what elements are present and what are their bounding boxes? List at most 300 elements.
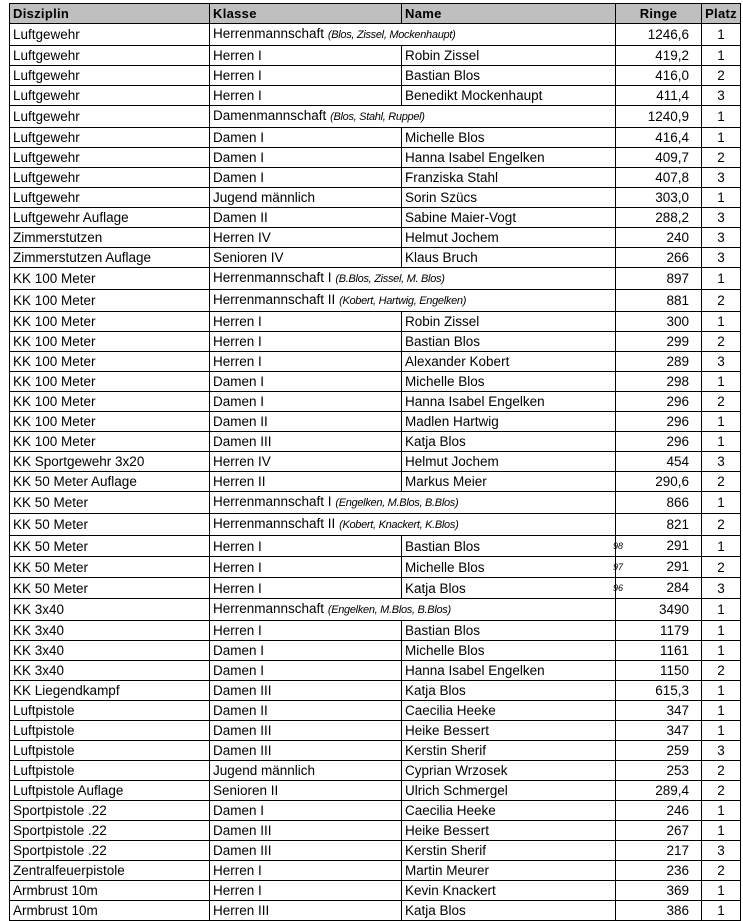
cell-disziplin: Luftgewehr bbox=[10, 148, 210, 168]
ringe-value: 454 bbox=[666, 454, 689, 469]
cell-ringe bbox=[616, 841, 702, 861]
ringe-value: 303,0 bbox=[655, 190, 689, 205]
klasse-text: Herrenmannschaft II bbox=[213, 292, 336, 307]
cell-klasse: Damen I bbox=[210, 168, 402, 188]
cell-platz: 2 bbox=[702, 514, 741, 536]
cell-name: Katja Blos bbox=[402, 681, 616, 701]
cell-platz: 3 bbox=[702, 578, 741, 599]
table-row bbox=[10, 106, 741, 128]
cell-klasse: Damen III bbox=[210, 741, 402, 761]
team-members: (Kobert, Knackert, K.Blos) bbox=[339, 519, 459, 531]
cell-disziplin: Sportpistole .22 bbox=[10, 801, 210, 821]
cell-ringe bbox=[616, 66, 702, 86]
cell-name: Ulrich Schmergel bbox=[402, 781, 616, 801]
cell-platz: 2 bbox=[702, 392, 741, 412]
cell-disziplin: Luftgewehr bbox=[10, 128, 210, 148]
tiebreak-note: 97 bbox=[613, 562, 624, 572]
cell-platz: 1 bbox=[702, 536, 741, 557]
cell-platz: 2 bbox=[702, 148, 741, 168]
ringe-value: 897 bbox=[666, 271, 689, 286]
cell-klasse: Herren I bbox=[210, 352, 402, 372]
cell-klasse: Herren I bbox=[210, 861, 402, 881]
cell-name: Heike Bessert bbox=[402, 721, 616, 741]
ringe-value: 1246,6 bbox=[647, 27, 689, 42]
cell-disziplin: KK 50 Meter bbox=[10, 492, 210, 514]
ringe-value: 1150 bbox=[659, 663, 689, 678]
cell-name: Franziska Stahl bbox=[402, 168, 616, 188]
cell-platz: 1 bbox=[702, 372, 741, 392]
cell-disziplin: Luftgewehr bbox=[10, 24, 210, 46]
cell-name: Bastian Blos bbox=[402, 66, 616, 86]
ringe-value: 259 bbox=[666, 743, 689, 758]
cell-disziplin: Luftgewehr bbox=[10, 86, 210, 106]
table-row bbox=[10, 661, 741, 681]
cell-name: Helmut Jochem bbox=[402, 452, 616, 472]
ringe-value: 409,7 bbox=[655, 150, 689, 165]
cell-platz: 3 bbox=[702, 452, 741, 472]
cell-klasse-team bbox=[210, 599, 616, 621]
cell-disziplin: Luftgewehr bbox=[10, 46, 210, 66]
cell-platz: 1 bbox=[702, 801, 741, 821]
table-row bbox=[10, 599, 741, 621]
cell-platz: 3 bbox=[702, 352, 741, 372]
cell-name: Sorin Szücs bbox=[402, 188, 616, 208]
cell-disziplin: KK 50 Meter Auflage bbox=[10, 472, 210, 492]
cell-ringe bbox=[616, 24, 702, 46]
cell-disziplin: KK 50 Meter bbox=[10, 514, 210, 536]
cell-disziplin: KK 50 Meter bbox=[10, 578, 210, 599]
cell-platz: 3 bbox=[702, 741, 741, 761]
ringe-value: 253 bbox=[666, 763, 689, 778]
cell-name: Michelle Blos bbox=[402, 372, 616, 392]
cell-platz: 1 bbox=[702, 24, 741, 46]
cell-platz: 1 bbox=[702, 128, 741, 148]
table-row bbox=[10, 901, 741, 921]
cell-klasse: Damen I bbox=[210, 661, 402, 681]
ringe-value: 289 bbox=[666, 354, 689, 369]
cell-klasse: Herren II bbox=[210, 472, 402, 492]
cell-ringe bbox=[613, 578, 702, 599]
cell-platz: 1 bbox=[702, 268, 741, 290]
cell-platz: 2 bbox=[702, 290, 741, 312]
cell-ringe bbox=[616, 188, 702, 208]
header-platz: Platz bbox=[702, 4, 741, 24]
cell-disziplin: Sportpistole .22 bbox=[10, 841, 210, 861]
cell-platz: 2 bbox=[702, 781, 741, 801]
cell-ringe bbox=[616, 268, 702, 290]
tiebreak-note: 96 bbox=[613, 583, 624, 593]
cell-platz: 3 bbox=[702, 248, 741, 268]
cell-disziplin: KK 100 Meter bbox=[10, 412, 210, 432]
cell-name: Michelle Blos bbox=[402, 641, 616, 661]
cell-klasse: Damen I bbox=[210, 148, 402, 168]
table-row bbox=[10, 701, 741, 721]
cell-ringe bbox=[616, 681, 702, 701]
klasse-text: Herrenmannschaft I bbox=[213, 270, 332, 285]
table-row bbox=[10, 372, 741, 392]
ringe-value: 300 bbox=[666, 314, 689, 329]
ringe-value: 411,4 bbox=[656, 88, 689, 103]
ringe-value: 298 bbox=[666, 374, 689, 389]
cell-ringe bbox=[616, 781, 702, 801]
table-row bbox=[10, 46, 741, 66]
table-row bbox=[10, 392, 741, 412]
cell-klasse: Herren I bbox=[210, 312, 402, 332]
klasse-text: Damenmannschaft bbox=[213, 108, 327, 123]
cell-disziplin: KK 3x40 bbox=[10, 599, 210, 621]
cell-klasse-team bbox=[210, 268, 616, 290]
cell-platz: 2 bbox=[702, 861, 741, 881]
table-row bbox=[10, 821, 741, 841]
cell-disziplin: Luftpistole bbox=[10, 701, 210, 721]
cell-platz: 1 bbox=[702, 106, 741, 128]
cell-platz: 1 bbox=[702, 641, 741, 661]
cell-name: Markus Meier bbox=[402, 472, 616, 492]
cell-klasse: Damen III bbox=[210, 841, 402, 861]
ringe-value: 291 bbox=[666, 559, 689, 574]
cell-name: Caecilia Heeke bbox=[402, 801, 616, 821]
table-row bbox=[10, 641, 741, 661]
cell-ringe bbox=[616, 392, 702, 412]
cell-name: Robin Zissel bbox=[402, 312, 616, 332]
cell-platz: 2 bbox=[702, 472, 741, 492]
cell-disziplin: Luftpistole Auflage bbox=[10, 781, 210, 801]
ringe-value: 296 bbox=[666, 414, 689, 429]
cell-disziplin: KK 3x40 bbox=[10, 641, 210, 661]
table-row bbox=[10, 332, 741, 352]
ringe-value: 386 bbox=[666, 903, 689, 918]
team-members: (Kobert, Hartwig, Engelken) bbox=[339, 295, 467, 307]
cell-klasse: Damen III bbox=[210, 821, 402, 841]
cell-ringe bbox=[616, 721, 702, 741]
table-row bbox=[10, 86, 741, 106]
cell-disziplin: Luftpistole bbox=[10, 721, 210, 741]
table-row bbox=[10, 578, 741, 599]
cell-name: Kevin Knackert bbox=[402, 881, 616, 901]
cell-platz: 1 bbox=[702, 188, 741, 208]
cell-disziplin: KK 100 Meter bbox=[10, 372, 210, 392]
header-disziplin: Disziplin bbox=[10, 4, 210, 24]
cell-name: Cyprian Wrzosek bbox=[402, 761, 616, 781]
results-table bbox=[9, 3, 741, 921]
cell-platz: 1 bbox=[702, 412, 741, 432]
cell-platz: 1 bbox=[702, 432, 741, 452]
cell-klasse-team bbox=[210, 290, 616, 312]
tiebreak-note: 98 bbox=[613, 541, 624, 551]
ringe-value: 866 bbox=[666, 495, 689, 510]
ringe-value: 3490 bbox=[658, 602, 689, 617]
cell-klasse: Damen I bbox=[210, 801, 402, 821]
table-row bbox=[10, 228, 741, 248]
cell-platz: 1 bbox=[702, 721, 741, 741]
cell-disziplin: KK 3x40 bbox=[10, 621, 210, 641]
cell-klasse: Herren I bbox=[210, 66, 402, 86]
ringe-value: 1179 bbox=[659, 623, 689, 638]
ringe-value: 407,8 bbox=[655, 170, 689, 185]
cell-klasse: Herren I bbox=[210, 86, 402, 106]
cell-name: Bastian Blos bbox=[402, 621, 616, 641]
ringe-value: 266 bbox=[666, 250, 689, 265]
table-row bbox=[10, 861, 741, 881]
ringe-value: 299 bbox=[666, 334, 689, 349]
table-row bbox=[10, 621, 741, 641]
cell-ringe bbox=[616, 641, 702, 661]
ringe-value: 821 bbox=[666, 517, 689, 532]
ringe-value: 419,2 bbox=[655, 48, 689, 63]
cell-disziplin: KK 100 Meter bbox=[10, 268, 210, 290]
cell-ringe bbox=[616, 412, 702, 432]
cell-klasse: Damen I bbox=[210, 392, 402, 412]
cell-ringe bbox=[613, 557, 702, 578]
ringe-value: 1240,9 bbox=[647, 109, 689, 124]
cell-ringe bbox=[616, 701, 702, 721]
table-row bbox=[10, 188, 741, 208]
cell-klasse: Damen III bbox=[210, 681, 402, 701]
cell-disziplin: KK 50 Meter bbox=[10, 536, 210, 557]
cell-klasse: Damen III bbox=[210, 721, 402, 741]
cell-klasse: Senioren II bbox=[210, 781, 402, 801]
cell-disziplin: KK 100 Meter bbox=[10, 352, 210, 372]
cell-name: Katja Blos bbox=[402, 432, 616, 452]
cell-platz: 3 bbox=[702, 228, 741, 248]
cell-ringe bbox=[616, 761, 702, 781]
table-row bbox=[10, 290, 741, 312]
cell-name: Helmut Jochem bbox=[402, 228, 616, 248]
cell-name: Sabine Maier-Vogt bbox=[402, 208, 616, 228]
cell-platz: 1 bbox=[702, 312, 741, 332]
cell-name: Michelle Blos bbox=[402, 128, 616, 148]
klasse-text: Herrenmannschaft bbox=[213, 26, 325, 41]
table-row bbox=[10, 741, 741, 761]
cell-ringe bbox=[616, 621, 702, 641]
cell-ringe bbox=[616, 801, 702, 821]
cell-disziplin: Sportpistole .22 bbox=[10, 821, 210, 841]
ringe-value: 290,6 bbox=[655, 474, 689, 489]
cell-klasse-team bbox=[210, 514, 616, 536]
cell-klasse: Herren I bbox=[210, 578, 402, 599]
cell-disziplin: Zentralfeuerpistole bbox=[10, 861, 210, 881]
ringe-value: 347 bbox=[666, 703, 689, 718]
cell-ringe bbox=[616, 901, 702, 921]
team-members: (Blos, Stahl, Ruppel) bbox=[330, 111, 425, 123]
cell-klasse: Herren I bbox=[210, 557, 402, 578]
cell-ringe bbox=[616, 208, 702, 228]
table-row bbox=[10, 472, 741, 492]
cell-klasse: Senioren IV bbox=[210, 248, 402, 268]
cell-disziplin: Armbrust 10m bbox=[10, 901, 210, 921]
cell-disziplin: KK 100 Meter bbox=[10, 332, 210, 352]
cell-disziplin: Luftpistole bbox=[10, 761, 210, 781]
table-row bbox=[10, 881, 741, 901]
cell-ringe bbox=[616, 599, 702, 621]
ringe-value: 347 bbox=[666, 723, 689, 738]
cell-klasse: Herren IV bbox=[210, 452, 402, 472]
ringe-value: 369 bbox=[666, 883, 689, 898]
table-row bbox=[10, 761, 741, 781]
team-members: (B.Blos, Zissel, M. Blos) bbox=[335, 273, 445, 285]
team-members: (Blos, Zissel, Mockenhaupt) bbox=[327, 29, 456, 41]
cell-platz: 2 bbox=[702, 661, 741, 681]
cell-klasse: Damen III bbox=[210, 432, 402, 452]
cell-disziplin: Luftgewehr bbox=[10, 168, 210, 188]
ringe-value: 217 bbox=[666, 843, 689, 858]
cell-ringe bbox=[616, 248, 702, 268]
table-row bbox=[10, 128, 741, 148]
table-row bbox=[10, 452, 741, 472]
cell-klasse: Herren I bbox=[210, 536, 402, 557]
cell-platz: 1 bbox=[702, 701, 741, 721]
table-row bbox=[10, 268, 741, 290]
header-klasse: Klasse bbox=[210, 4, 402, 24]
ringe-value: 284 bbox=[666, 580, 689, 595]
ringe-value: 267 bbox=[666, 823, 689, 838]
ringe-value: 296 bbox=[666, 394, 689, 409]
cell-platz: 1 bbox=[702, 901, 741, 921]
cell-klasse-team bbox=[210, 492, 616, 514]
cell-ringe bbox=[616, 881, 702, 901]
cell-name: Bastian Blos bbox=[402, 536, 616, 557]
cell-klasse: Herren I bbox=[210, 881, 402, 901]
cell-klasse: Herren I bbox=[210, 46, 402, 66]
cell-ringe bbox=[616, 661, 702, 681]
cell-ringe bbox=[616, 861, 702, 881]
cell-ringe bbox=[616, 228, 702, 248]
table-row bbox=[10, 248, 741, 268]
ringe-value: 615,3 bbox=[655, 683, 689, 698]
cell-disziplin: KK Sportgewehr 3x20 bbox=[10, 452, 210, 472]
cell-klasse: Damen II bbox=[210, 208, 402, 228]
cell-name: Alexander Kobert bbox=[402, 352, 616, 372]
table-row bbox=[10, 536, 741, 557]
table-row bbox=[10, 352, 741, 372]
cell-platz: 1 bbox=[702, 599, 741, 621]
cell-name: Kerstin Sherif bbox=[402, 841, 616, 861]
table-row bbox=[10, 681, 741, 701]
table-row bbox=[10, 781, 741, 801]
klasse-text: Herrenmannschaft bbox=[213, 601, 325, 616]
cell-platz: 2 bbox=[702, 761, 741, 781]
cell-platz: 1 bbox=[702, 881, 741, 901]
table-row bbox=[10, 557, 741, 578]
cell-ringe bbox=[616, 86, 702, 106]
cell-klasse: Damen II bbox=[210, 701, 402, 721]
cell-name: Klaus Bruch bbox=[402, 248, 616, 268]
table-row bbox=[10, 514, 741, 536]
cell-ringe bbox=[616, 432, 702, 452]
table-row bbox=[10, 148, 741, 168]
cell-ringe bbox=[616, 46, 702, 66]
ringe-value: 416,4 bbox=[655, 130, 689, 145]
table-row bbox=[10, 208, 741, 228]
cell-ringe bbox=[616, 372, 702, 392]
team-members: (Engelken, M.Blos, B.Blos) bbox=[335, 497, 459, 509]
cell-disziplin: Luftpistole bbox=[10, 741, 210, 761]
cell-klasse: Herren I bbox=[210, 621, 402, 641]
klasse-text: Herrenmannschaft II bbox=[213, 516, 336, 531]
cell-name: Caecilia Heeke bbox=[402, 701, 616, 721]
table-row bbox=[10, 412, 741, 432]
cell-platz: 3 bbox=[702, 841, 741, 861]
cell-platz: 3 bbox=[702, 208, 741, 228]
team-members: (Engelken, M.Blos, B.Blos) bbox=[327, 604, 451, 616]
cell-ringe bbox=[616, 290, 702, 312]
cell-ringe bbox=[616, 472, 702, 492]
cell-disziplin: KK 100 Meter bbox=[10, 290, 210, 312]
cell-ringe bbox=[616, 168, 702, 188]
cell-disziplin: KK 3x40 bbox=[10, 661, 210, 681]
ringe-value: 240 bbox=[666, 230, 689, 245]
cell-name: Katja Blos bbox=[402, 578, 616, 599]
cell-disziplin: Luftgewehr bbox=[10, 188, 210, 208]
cell-ringe bbox=[616, 741, 702, 761]
cell-platz: 1 bbox=[702, 492, 741, 514]
cell-klasse-team bbox=[210, 24, 616, 46]
cell-disziplin: KK Liegendkampf bbox=[10, 681, 210, 701]
header-ringe: Ringe bbox=[616, 4, 702, 24]
cell-klasse: Damen II bbox=[210, 412, 402, 432]
ringe-value: 236 bbox=[666, 863, 689, 878]
ringe-value: 246 bbox=[666, 803, 689, 818]
cell-name: Hanna Isabel Engelken bbox=[402, 148, 616, 168]
cell-disziplin: KK 50 Meter bbox=[10, 557, 210, 578]
cell-disziplin: KK 100 Meter bbox=[10, 432, 210, 452]
results-body bbox=[10, 24, 741, 921]
cell-platz: 1 bbox=[702, 681, 741, 701]
cell-name: Michelle Blos bbox=[402, 557, 616, 578]
cell-ringe bbox=[616, 452, 702, 472]
cell-disziplin: Zimmerstutzen bbox=[10, 228, 210, 248]
ringe-value: 416,0 bbox=[655, 68, 689, 83]
cell-klasse: Herren III bbox=[210, 901, 402, 921]
cell-klasse: Jugend männlich bbox=[210, 761, 402, 781]
cell-disziplin: KK 100 Meter bbox=[10, 312, 210, 332]
cell-ringe bbox=[616, 106, 702, 128]
table-row bbox=[10, 492, 741, 514]
ringe-value: 296 bbox=[666, 434, 689, 449]
cell-ringe bbox=[616, 821, 702, 841]
cell-platz: 2 bbox=[702, 557, 741, 578]
cell-name: Kerstin Sherif bbox=[402, 741, 616, 761]
cell-klasse: Herren I bbox=[210, 332, 402, 352]
cell-name: Hanna Isabel Engelken bbox=[402, 661, 616, 681]
cell-ringe bbox=[616, 352, 702, 372]
table-row bbox=[10, 432, 741, 452]
cell-klasse: Damen I bbox=[210, 641, 402, 661]
cell-name: Madlen Hartwig bbox=[402, 412, 616, 432]
cell-platz: 1 bbox=[702, 46, 741, 66]
cell-ringe bbox=[616, 128, 702, 148]
cell-klasse-team bbox=[210, 106, 616, 128]
cell-klasse: Jugend männlich bbox=[210, 188, 402, 208]
cell-klasse: Herren IV bbox=[210, 228, 402, 248]
cell-ringe bbox=[613, 536, 702, 557]
ringe-value: 291 bbox=[666, 538, 689, 553]
cell-name: Katja Blos bbox=[402, 901, 616, 921]
ringe-value: 1161 bbox=[659, 643, 689, 658]
ringe-value: 288,2 bbox=[655, 210, 689, 225]
cell-disziplin: Zimmerstutzen Auflage bbox=[10, 248, 210, 268]
header-name: Name bbox=[402, 4, 616, 24]
table-row bbox=[10, 24, 741, 46]
table-row bbox=[10, 721, 741, 741]
cell-platz: 1 bbox=[702, 821, 741, 841]
cell-disziplin: Armbrust 10m bbox=[10, 881, 210, 901]
cell-ringe bbox=[616, 332, 702, 352]
cell-ringe bbox=[616, 514, 702, 536]
cell-disziplin: Luftgewehr Auflage bbox=[10, 208, 210, 228]
header-row bbox=[10, 4, 741, 24]
ringe-value: 289,4 bbox=[655, 783, 689, 798]
